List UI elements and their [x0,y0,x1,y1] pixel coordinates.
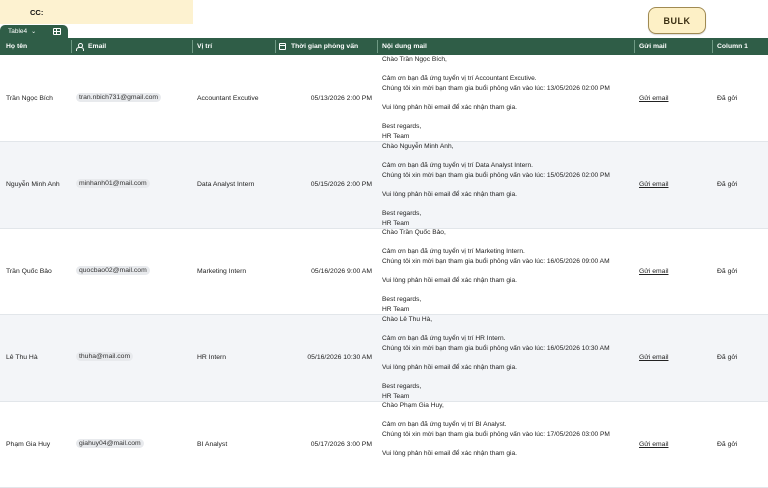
cell-interview-time[interactable]: 05/17/2026 3:00 PM [310,441,372,448]
column-header-interview-time[interactable] [279,38,358,55]
mail-line: Chào Trần Ngọc Bích, [382,56,447,63]
cell-interview-time[interactable]: 05/16/2026 10:30 AM [307,354,372,361]
mail-line: Chúng tôi xin mời bạn tham gia buổi phỏng vấn vào lúc: 13/05/2026 02:00 PM [382,84,610,92]
cell-name[interactable]: Phạm Gia Huy [6,441,51,448]
calendar-icon [279,43,286,50]
mail-blank-line [382,439,634,449]
mail-line: Chào Trần Quốc Bảo, [382,229,446,236]
mail-blank-line [382,353,634,363]
mail-line: Chúng tôi xin mời bạn tham gia buổi phỏng vấn vào lúc: 16/05/2026 10:30 AM [382,344,610,352]
column-divider [634,40,635,53]
cell-status[interactable]: Đã gởi [717,354,738,361]
cell-mail-content[interactable] [382,228,634,314]
table-name: Table4 [8,28,28,35]
mail-line: Chúng tôi xin mời bạn tham gia buổi phỏng vấn vào lúc: 16/05/2026 09:00 AM [382,257,610,265]
table-row [0,401,768,488]
column-header-content[interactable]: Nội dung mail [382,43,427,50]
column-header-column1[interactable]: Column 1 [717,43,748,50]
cell-position[interactable]: Accountant Excutive [197,95,259,102]
table-row [0,55,768,142]
cell-email[interactable] [76,180,150,187]
cell-mail-content[interactable] [382,315,634,401]
mail-line: Vui lòng phản hồi email để xác nhận tham gia. [382,363,518,371]
table-icon[interactable] [53,28,61,35]
mail-line: Chúng tôi xin mời bạn tham gia buổi phỏng vấn vào lúc: 15/05/2026 02:00 PM [382,171,610,179]
cell-name[interactable]: Lê Thu Hà [6,354,38,361]
cell-name[interactable]: Trần Ngọc Bích [6,95,53,102]
mail-blank-line [382,152,634,162]
column-header-send[interactable]: Gửi mail [639,43,667,50]
mail-line: Chào Phạm Gia Huy, [382,402,444,409]
cell-status[interactable]: Đã gởi [717,181,738,188]
cell-status[interactable]: Đã gởi [717,95,738,102]
table-body [0,55,768,457]
cell-mail-content[interactable] [382,401,634,459]
cell-position[interactable]: HR Intern [197,354,227,361]
mail-line: Best regards, [382,210,422,218]
mail-line: Best regards, [382,296,422,304]
mail-line: Cảm ơn bạn đã ứng tuyển vị trí BI Analyst. [382,421,507,429]
mail-line: Cảm ơn bạn đã ứng tuyển vị trí Data Analyst Intern. [382,162,533,170]
column-divider [377,40,378,53]
mail-blank-line [382,65,634,75]
bulk-button[interactable]: BULK [648,7,706,34]
mail-line: Cảm ơn bạn đã ứng tuyển vị trí Accountant Excutive. [382,75,537,83]
email-chip[interactable]: giahuy04@mail.com [76,439,144,448]
mail-line: HR Team [382,392,410,400]
column-header-email[interactable] [76,38,106,55]
mail-line: Vui lòng phản hồi email để xác nhận tham gia. [382,449,518,457]
cell-position[interactable]: BI Analyst [197,441,228,448]
cell-email[interactable] [76,267,150,274]
cell-position[interactable]: Marketing Intern [197,268,247,275]
cell-name[interactable]: Nguyễn Minh Anh [6,181,60,188]
cc-field[interactable] [0,0,193,24]
email-chip[interactable]: tran.nbich731@gmail.com [76,93,161,102]
cell-mail-content[interactable] [382,142,634,228]
mail-blank-line [382,238,634,248]
mail-line: Cảm ơn bạn đã ứng tuyển vị trí HR Intern. [382,335,506,343]
cell-email[interactable] [76,353,133,360]
table-name-tab[interactable] [0,25,68,38]
mail-line: Chào Nguyễn Minh Anh, [382,143,454,150]
mail-blank-line [382,266,634,276]
table-row [0,228,768,315]
cell-name[interactable]: Trần Quốc Bảo [6,268,52,275]
column-header-name[interactable]: Họ tên [6,43,28,50]
column-divider [275,40,276,53]
cell-mail-content[interactable] [382,55,634,141]
mail-line: HR Team [382,305,410,313]
cc-label: CC: [30,8,44,17]
cell-interview-time[interactable]: 05/16/2026 9:00 AM [311,268,372,275]
email-chip[interactable]: minhanh01@mail.com [76,179,150,188]
send-email-link[interactable]: Gửi email [639,354,669,361]
mail-blank-line [382,373,634,383]
send-email-link[interactable]: Gửi email [639,181,669,188]
table-row [0,142,768,229]
mail-line: Vui lòng phản hồi email để xác nhận tham gia. [382,190,518,198]
chevron-down-icon[interactable]: ⌄ [31,29,37,35]
column-divider [71,40,72,53]
cell-email[interactable] [76,94,161,101]
table-header [0,38,768,55]
column-header-position[interactable]: Vị trí [197,43,213,50]
email-chip[interactable]: thuha@mail.com [76,352,133,361]
mail-line: Vui lòng phản hồi email để xác nhận tham gia. [382,276,518,284]
mail-line: Chào Lê Thu Hà, [382,316,433,323]
mail-line: Vui lòng phản hồi email để xác nhận tham gia. [382,103,518,111]
column-divider [712,40,713,53]
cell-interview-time[interactable]: 05/15/2026 2:00 PM [310,181,372,188]
send-email-link[interactable]: Gửi email [639,268,669,275]
cell-interview-time[interactable]: 05/13/2026 2:00 PM [310,95,372,102]
cell-status[interactable]: Đã gởi [717,441,738,448]
table-row [0,315,768,402]
email-chip[interactable]: quocbao02@mail.com [76,266,150,275]
mail-blank-line [382,325,634,335]
user-icon [76,43,83,50]
send-email-link[interactable]: Gửi email [639,95,669,102]
column-header-interview-time-label: Thời gian phỏng vấn [291,43,359,50]
cell-position[interactable]: Data Analyst Intern [197,181,255,188]
column-divider [192,40,193,53]
mail-blank-line [382,200,634,210]
mail-blank-line [382,286,634,296]
mail-blank-line [382,180,634,190]
mail-line: Chúng tôi xin mời bạn tham gia buổi phỏng vấn vào lúc: 17/05/2026 03:00 PM [382,430,610,438]
mail-blank-line [382,113,634,123]
send-email-link[interactable]: Gửi email [639,441,669,448]
mail-line: HR Team [382,132,410,140]
mail-line: Best regards, [382,383,422,391]
mail-blank-line [382,93,634,103]
cell-status[interactable]: Đã gởi [717,268,738,275]
mail-line: HR Team [382,219,410,227]
cell-email[interactable] [76,440,144,447]
column-header-email-label: Email [88,43,107,50]
mail-line: Best regards, [382,123,422,131]
mail-blank-line [382,411,634,421]
mail-line: Cảm ơn bạn đã ứng tuyển vị trí Marketing Intern. [382,248,525,256]
